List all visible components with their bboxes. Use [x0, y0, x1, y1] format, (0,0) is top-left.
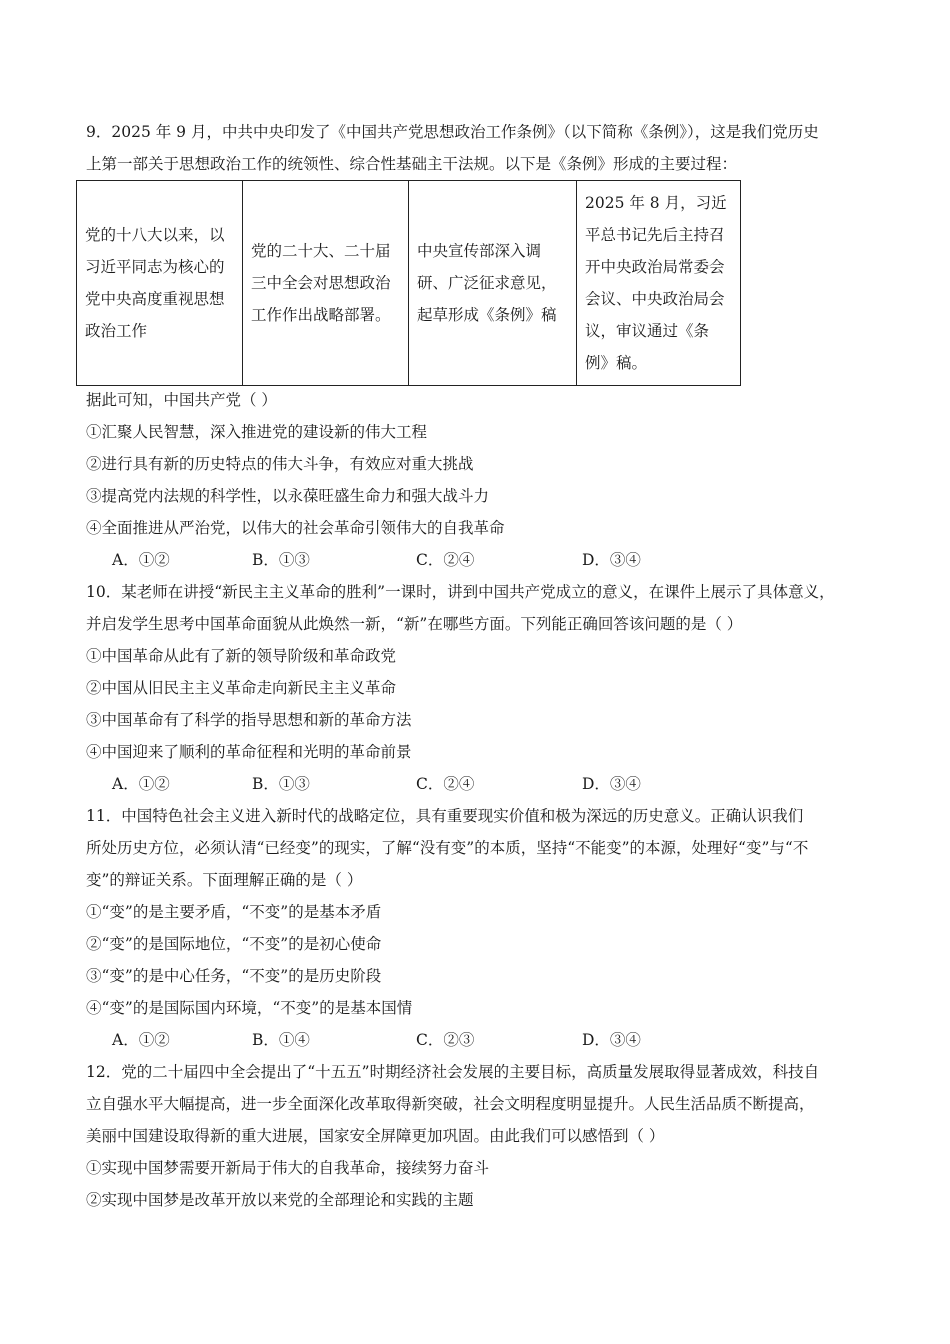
q10-item-1: ①中国革命从此有了新的领导阶级和革命政党 — [86, 647, 397, 665]
q11-option-b[interactable]: B．①④ — [252, 1031, 310, 1049]
q11-stem-line-1: 11．中国特色社会主义进入新时代的战略定位，具有重要现实价值和极为深远的历史意义。正确认识我们 — [86, 807, 804, 825]
table-row — [77, 181, 741, 386]
q11-option-d[interactable]: D．③④ — [582, 1031, 641, 1049]
q9-item-1: ①汇聚人民智慧，深入推进党的建设新的伟大工程 — [86, 423, 428, 441]
q11-options — [112, 1029, 812, 1051]
q10-option-d[interactable]: D．③④ — [582, 775, 641, 793]
q11-option-a[interactable]: A．①② — [112, 1031, 170, 1049]
q10-option-b[interactable]: B．①③ — [252, 775, 310, 793]
table-cell-step-2: 党的二十大、二十届三中全会对思想政治工作作出战略部署。 — [243, 181, 409, 386]
q11-stem-line-3: 变”的辩证关系。下面理解正确的是（ ） — [86, 871, 363, 889]
q9-stem-line-1: 9．2025 年 9 月，中共中央印发了《中国共产党思想政治工作条例》（以下简称《条例》），这是我们党历史 — [86, 123, 819, 141]
q10-option-c[interactable]: C．②④ — [416, 775, 475, 793]
q10-options — [112, 773, 812, 795]
q9-stem-line-2: 上第一部关于思想政治工作的统领性、综合性基础主干法规。以下是《条例》形成的主要过程： — [86, 155, 738, 173]
table-cell-step-1: 党的十八大以来，以习近平同志为核心的党中央高度重视思想政治工作 — [77, 181, 243, 386]
table-cell-step-4: 2025 年 8 月，习近平总书记先后主持召开中央政治局常委会会议、中央政治局会议，审议通过《条例》稿。 — [577, 181, 741, 386]
q11-item-1: ①“变”的是主要矛盾，“不变”的是基本矛盾 — [86, 903, 382, 921]
q11-option-c[interactable]: C．②③ — [416, 1031, 475, 1049]
q9-options — [112, 549, 812, 571]
q10-item-2: ②中国从旧民主主义革命走向新民主主义革命 — [86, 679, 397, 697]
q9-item-2: ②进行具有新的历史特点的伟大斗争，有效应对重大挑战 — [86, 455, 474, 473]
q9-option-d[interactable]: D．③④ — [582, 551, 641, 569]
q12-stem-line-2: 立自强水平大幅提高，进一步全面深化改革取得新突破，社会文明程度明显提升。人民生活品质不断提高， — [86, 1095, 815, 1113]
q9-item-3: ③提高党内法规的科学性，以永葆旺盛生命力和强大战斗力 — [86, 487, 490, 505]
q10-item-4: ④中国迎来了顺利的革命征程和光明的革命前景 — [86, 743, 412, 761]
table-cell-step-3: 中央宣传部深入调研、广泛征求意见，起草形成《条例》稿 — [409, 181, 577, 386]
q10-item-3: ③中国革命有了科学的指导思想和新的革命方法 — [86, 711, 412, 729]
q11-item-3: ③“变”的是中心任务，“不变”的是历史阶段 — [86, 967, 382, 985]
q10-stem-line-1: 10．某老师在讲授“新民主主义革命的胜利”一课时，讲到中国共产党成立的意义，在课件上展示了具体意义， — [86, 583, 835, 601]
q10-option-a[interactable]: A．①② — [112, 775, 170, 793]
q9-item-4: ④全面推进从严治党，以伟大的社会革命引领伟大的自我革命 — [86, 519, 505, 537]
q9-prompt: 据此可知，中国共产党（ ） — [86, 391, 277, 409]
q9-option-c[interactable]: C．②④ — [416, 551, 475, 569]
q12-item-2: ②实现中国梦是改革开放以来党的全部理论和实践的主题 — [86, 1191, 474, 1209]
q12-stem-line-1: 12．党的二十届四中全会提出了“十五五”时期经济社会发展的主要目标，高质量发展取得显著成效，科技自 — [86, 1063, 820, 1081]
q10-stem-line-2: 并启发学生思考中国革命面貌从此焕然一新，“新”在哪些方面。下列能正确回答该问题的是（ ） — [86, 615, 743, 633]
q11-item-4: ④“变”的是国际国内环境，“不变”的是基本国情 — [86, 999, 413, 1017]
q12-stem-line-3: 美丽中国建设取得新的重大进展，国家安全屏障更加巩固。由此我们可以感悟到（ ） — [86, 1127, 665, 1145]
q9-process-table — [76, 180, 741, 386]
q11-item-2: ②“变”的是国际地位，“不变”的是初心使命 — [86, 935, 382, 953]
q9-option-a[interactable]: A．①② — [112, 551, 170, 569]
q11-stem-line-2: 所处历史方位，必须认清“已经变”的现实，了解“没有变”的本质，坚持“不能变”的本源，处理好“变”与“不 — [86, 839, 809, 857]
q12-item-1: ①实现中国梦需要开新局于伟大的自我革命，接续努力奋斗 — [86, 1159, 490, 1177]
q9-option-b[interactable]: B．①③ — [252, 551, 310, 569]
